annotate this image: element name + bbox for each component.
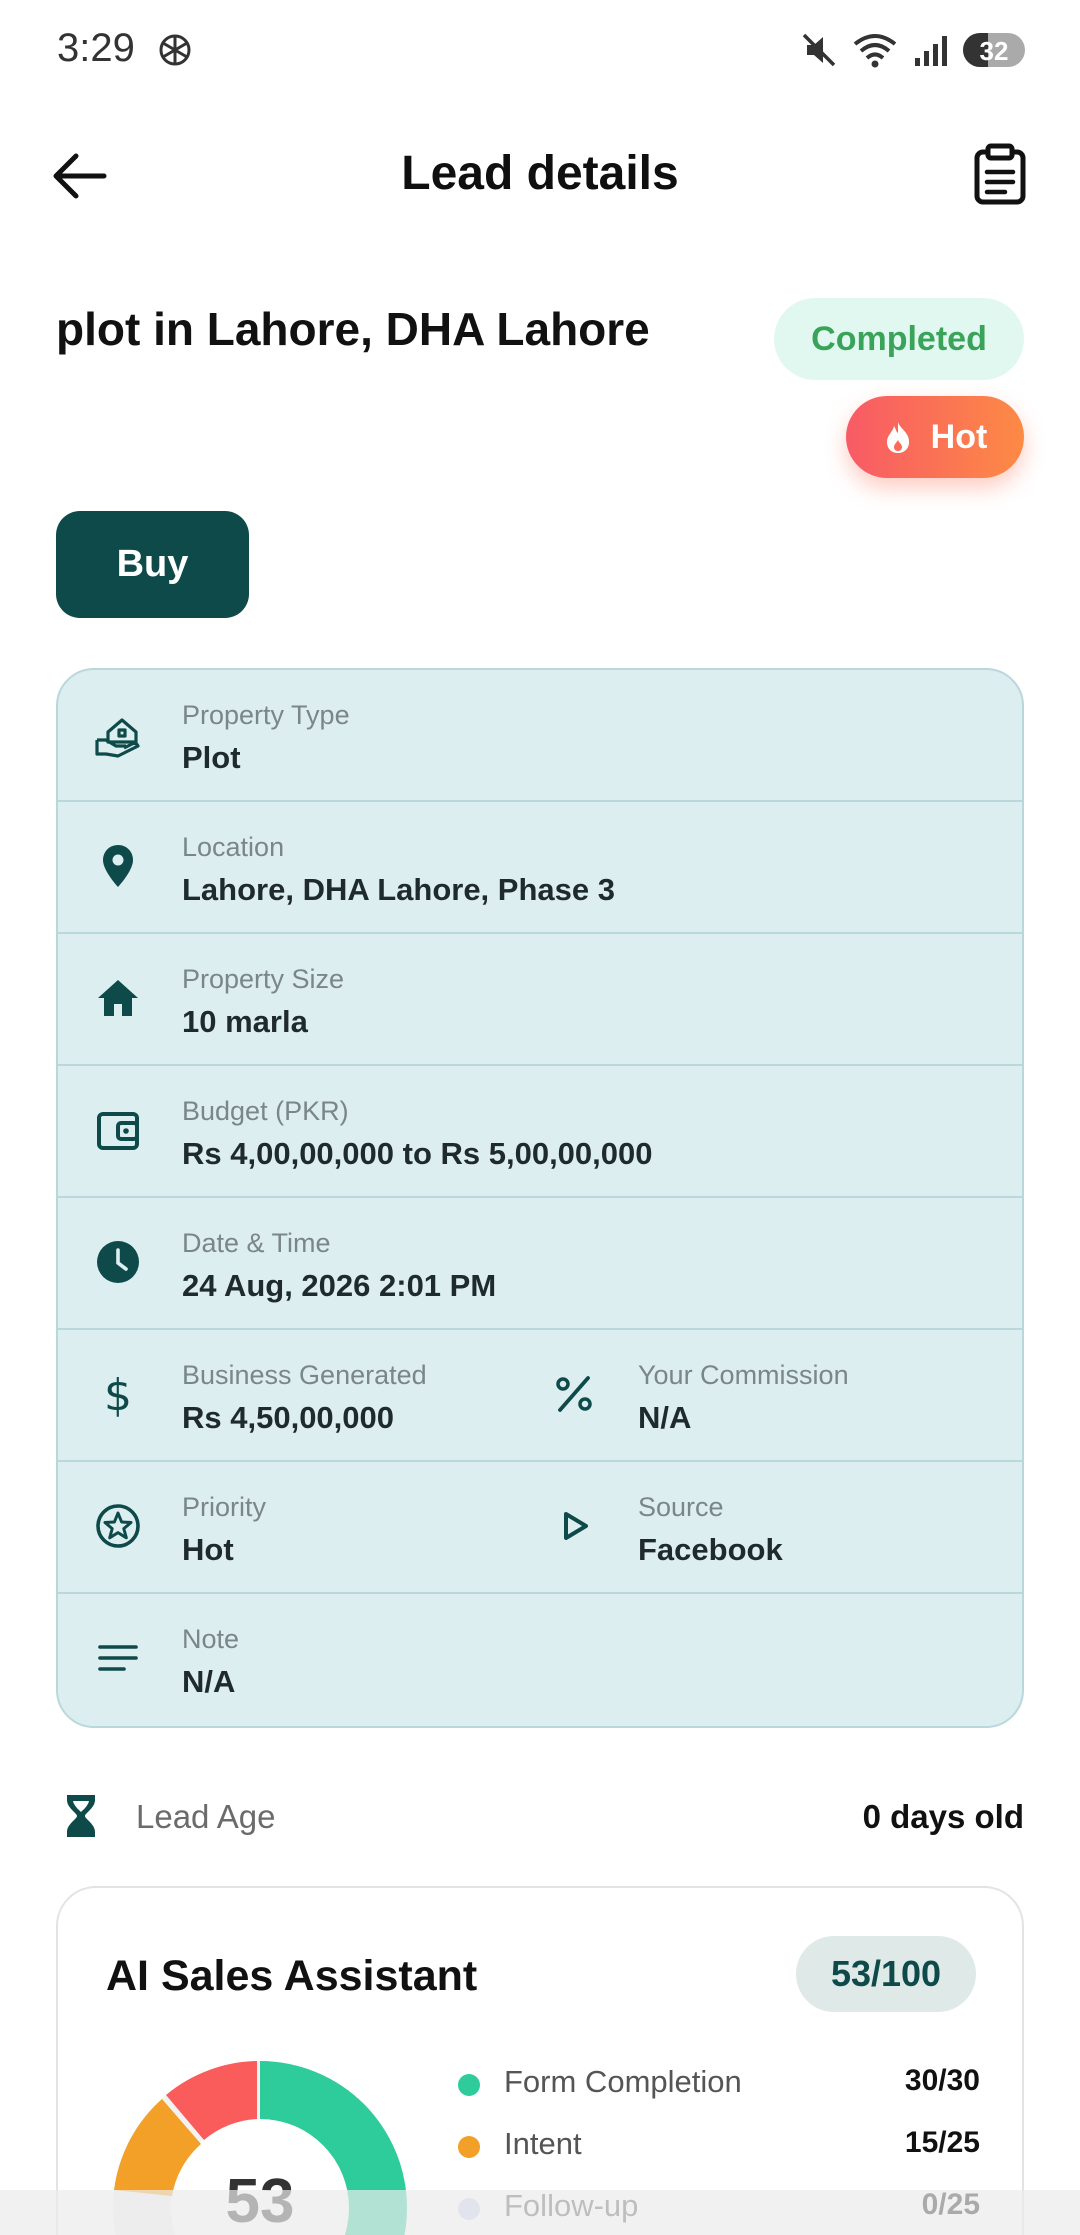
- notes-lines-icon: [94, 1634, 142, 1682]
- bottom-scroll-fade: [0, 2190, 1080, 2235]
- clipboard-icon[interactable]: [970, 142, 1030, 206]
- detail-row-property-type: [58, 670, 1022, 802]
- budget-value: Rs 4,00,00,000 to Rs 5,00,00,000: [182, 1136, 653, 1171]
- status-badge: Completed: [774, 298, 1024, 380]
- legend-name: Form Completion: [504, 2064, 742, 2099]
- source-label: Source: [638, 1492, 724, 1522]
- page-title: Lead details: [401, 147, 679, 200]
- ai-sales-assistant-card: [56, 1886, 1024, 2235]
- legend-item-intent: [458, 2122, 980, 2184]
- app-header: [0, 130, 1080, 220]
- legend-score: 30/30: [904, 2064, 980, 2097]
- flame-icon: [883, 420, 913, 454]
- priority-label: Priority: [182, 1492, 267, 1522]
- business-generated-label: Business Generated: [182, 1360, 427, 1390]
- play-icon: [550, 1502, 598, 1550]
- date-time-value: 24 Aug, 2026 2:01 PM: [182, 1268, 497, 1303]
- legend-dot: [458, 2136, 480, 2158]
- detail-row-location: [58, 802, 1022, 934]
- priority-value: Hot: [182, 1532, 234, 1567]
- status-time: 3:29: [57, 26, 135, 70]
- note-label: Note: [182, 1624, 240, 1654]
- legend-dot: [458, 2074, 480, 2096]
- wifi-icon: [851, 30, 901, 70]
- property-size-value: 10 marla: [182, 1004, 308, 1039]
- hot-badge: [846, 396, 1024, 478]
- hourglass-icon: [64, 1792, 98, 1840]
- dollar-icon: [94, 1370, 142, 1418]
- buy-button[interactable]: Buy: [56, 511, 249, 618]
- signal-icon: [913, 30, 951, 70]
- svg-text:$: $: [104, 1370, 132, 1418]
- source-value: Facebook: [638, 1532, 783, 1567]
- hot-badge-label: Hot: [930, 417, 988, 456]
- property-type-label: Property Type: [182, 700, 350, 730]
- budget-label: Budget (PKR): [182, 1096, 349, 1126]
- ai-card-title: AI Sales Assistant: [106, 1952, 478, 2000]
- home-icon: [94, 974, 142, 1022]
- lead-age-label: Lead Age: [136, 1798, 276, 1835]
- detail-row-budget: [58, 1066, 1022, 1198]
- wallet-icon: [94, 1106, 142, 1154]
- location-label: Location: [182, 832, 285, 862]
- detail-row-property-size: [58, 934, 1022, 1066]
- star-circle-icon: [94, 1502, 142, 1550]
- date-time-label: Date & Time: [182, 1228, 331, 1258]
- property-hand-icon: [94, 710, 142, 758]
- property-size-label: Property Size: [182, 964, 345, 994]
- legend-score: 15/25: [904, 2126, 980, 2159]
- lead-age-value: 0 days old: [862, 1798, 1024, 1835]
- detail-row-business: [58, 1330, 1022, 1462]
- battery-level: 32: [979, 36, 1009, 66]
- mute-icon: [799, 30, 839, 70]
- lead-details-card: [56, 668, 1024, 1728]
- lead-title: plot in Lahore, DHA Lahore: [56, 303, 650, 355]
- lead-age-row: [56, 1790, 1024, 1846]
- detail-row-priority-source: [58, 1462, 1022, 1594]
- business-generated-value: Rs 4,50,00,000: [182, 1400, 395, 1435]
- detail-row-date-time: [58, 1198, 1022, 1330]
- legend-name: Intent: [504, 2126, 582, 2161]
- location-pin-icon: [94, 842, 142, 890]
- legend-item-form-completion: [458, 2060, 980, 2122]
- detail-row-note: [58, 1594, 1022, 1726]
- clock-icon: [94, 1238, 142, 1286]
- property-type-value: Plot: [182, 740, 241, 775]
- battery-icon: [963, 33, 1025, 67]
- commission-label: Your Commission: [638, 1360, 849, 1390]
- percent-icon: [550, 1370, 598, 1418]
- commission-value: N/A: [638, 1400, 692, 1435]
- status-bar: [0, 0, 1080, 100]
- location-value: Lahore, DHA Lahore, Phase 3: [182, 872, 615, 907]
- status-icons: [799, 28, 1025, 72]
- ai-score-badge: 53/100: [796, 1936, 976, 2012]
- openai-icon: [155, 30, 195, 70]
- note-value: N/A: [182, 1664, 236, 1699]
